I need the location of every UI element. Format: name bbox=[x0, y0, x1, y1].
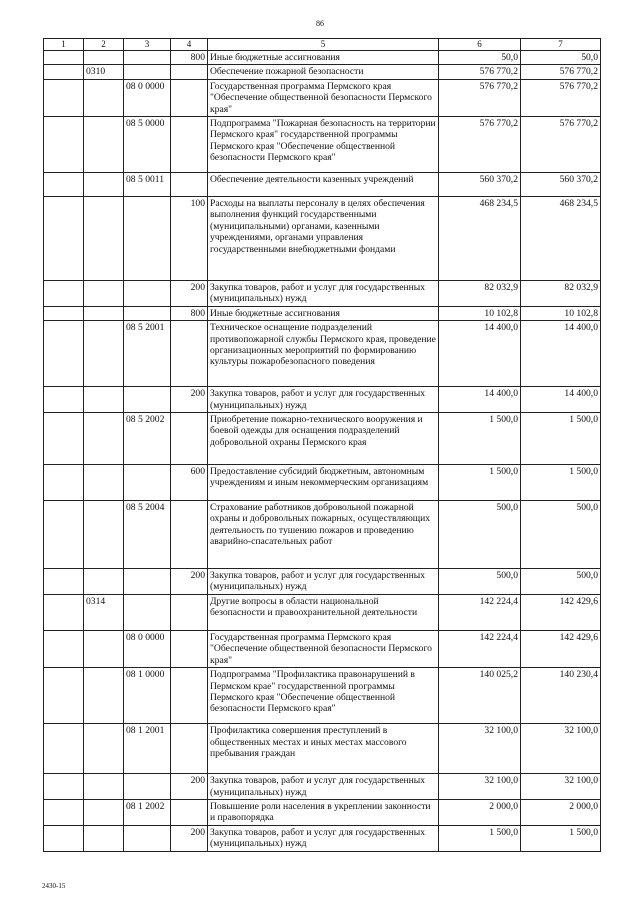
table-row bbox=[44, 668, 601, 724]
table-row bbox=[44, 321, 601, 387]
cell-col2 bbox=[84, 668, 124, 724]
table-row bbox=[44, 306, 601, 320]
cell-col1 bbox=[44, 668, 84, 724]
cell-col7: 1 500,0 bbox=[521, 413, 601, 465]
cell-col5: Закупка товаров, работ и услуг для государственных (муниципальных) нужд bbox=[208, 774, 439, 800]
cell-col5: Иные бюджетные ассигнования bbox=[208, 306, 439, 320]
cell-col4 bbox=[171, 65, 208, 79]
cell-col7: 560 370,2 bbox=[521, 173, 601, 197]
cell-col6: 1 500,0 bbox=[439, 465, 521, 501]
cell-col5: Страхование работников добровольной пожарной охраны и добровольных пожарных, осуществляющих деятельность по тушению пожаров и проведению аварийно-спасательных работ bbox=[208, 501, 439, 569]
cell-col1 bbox=[44, 79, 84, 116]
cell-col4 bbox=[171, 79, 208, 116]
cell-col7: 14 400,0 bbox=[521, 387, 601, 413]
cell-col3: 08 0 0000 bbox=[124, 79, 171, 116]
cell-col1 bbox=[44, 774, 84, 800]
cell-col2 bbox=[84, 569, 124, 595]
cell-col1 bbox=[44, 117, 84, 173]
table-row bbox=[44, 774, 601, 800]
cell-col4 bbox=[171, 321, 208, 387]
cell-col6: 50,0 bbox=[439, 51, 521, 65]
cell-col5: Обеспечение деятельности казенных учреждений bbox=[208, 173, 439, 197]
cell-col4: 200 bbox=[171, 825, 208, 851]
cell-col6: 142 224,4 bbox=[439, 630, 521, 667]
table-row bbox=[44, 799, 601, 825]
cell-col6: 32 100,0 bbox=[439, 724, 521, 774]
cell-col7: 500,0 bbox=[521, 501, 601, 569]
cell-col4: 800 bbox=[171, 51, 208, 65]
table-row bbox=[44, 65, 601, 79]
cell-col2 bbox=[84, 799, 124, 825]
table-row bbox=[44, 281, 601, 307]
cell-col3 bbox=[124, 197, 171, 281]
cell-col6: 14 400,0 bbox=[439, 321, 521, 387]
cell-col7: 576 770,2 bbox=[521, 65, 601, 79]
cell-col3: 08 1 2001 bbox=[124, 724, 171, 774]
table-row bbox=[44, 630, 601, 667]
cell-col2 bbox=[84, 387, 124, 413]
header-cell-1: 1 bbox=[44, 39, 84, 51]
cell-col3: 08 0 0000 bbox=[124, 630, 171, 667]
cell-col6: 500,0 bbox=[439, 569, 521, 595]
cell-col7: 140 230,4 bbox=[521, 668, 601, 724]
cell-col1 bbox=[44, 799, 84, 825]
table-row bbox=[44, 79, 601, 116]
cell-col2: 0310 bbox=[84, 65, 124, 79]
table-row bbox=[44, 413, 601, 465]
cell-col6: 14 400,0 bbox=[439, 387, 521, 413]
cell-col3 bbox=[124, 387, 171, 413]
cell-col5: Профилактика совершения преступлений в общественных местах и иных местах массового пребывания граждан bbox=[208, 724, 439, 774]
table-row bbox=[44, 197, 601, 281]
cell-col4: 800 bbox=[171, 306, 208, 320]
cell-col5: Государственная программа Пермского края "Обеспечение общественной безопасности Пермского края" bbox=[208, 630, 439, 667]
cell-col7: 142 429,6 bbox=[521, 630, 601, 667]
cell-col7: 14 400,0 bbox=[521, 321, 601, 387]
cell-col4: 200 bbox=[171, 569, 208, 595]
cell-col6: 10 102,8 bbox=[439, 306, 521, 320]
cell-col1 bbox=[44, 825, 84, 851]
cell-col3 bbox=[124, 306, 171, 320]
cell-col2 bbox=[84, 306, 124, 320]
cell-col4: 600 bbox=[171, 465, 208, 501]
cell-col2 bbox=[84, 724, 124, 774]
cell-col7: 576 770,2 bbox=[521, 117, 601, 173]
cell-col1 bbox=[44, 501, 84, 569]
cell-col4: 200 bbox=[171, 387, 208, 413]
cell-col2 bbox=[84, 630, 124, 667]
table-row bbox=[44, 594, 601, 630]
cell-col4 bbox=[171, 413, 208, 465]
cell-col1 bbox=[44, 630, 84, 667]
cell-col4: 200 bbox=[171, 281, 208, 307]
cell-col5: Закупка товаров, работ и услуг для государственных (муниципальных) нужд bbox=[208, 387, 439, 413]
cell-col4 bbox=[171, 724, 208, 774]
cell-col4 bbox=[171, 117, 208, 173]
cell-col2 bbox=[84, 79, 124, 116]
cell-col3: 08 5 0011 bbox=[124, 173, 171, 197]
cell-col3: 08 5 2001 bbox=[124, 321, 171, 387]
cell-col6: 576 770,2 bbox=[439, 117, 521, 173]
table-row bbox=[44, 173, 601, 197]
cell-col7: 1 500,0 bbox=[521, 465, 601, 501]
cell-col4: 200 bbox=[171, 774, 208, 800]
cell-col1 bbox=[44, 197, 84, 281]
header-cell-6: 6 bbox=[439, 39, 521, 51]
header-cell-4: 4 bbox=[171, 39, 208, 51]
cell-col3 bbox=[124, 594, 171, 630]
cell-col1 bbox=[44, 465, 84, 501]
cell-col4 bbox=[171, 630, 208, 667]
cell-col3 bbox=[124, 465, 171, 501]
cell-col5: Государственная программа Пермского края "Обеспечение общественной безопасности Пермского края" bbox=[208, 79, 439, 116]
cell-col1 bbox=[44, 413, 84, 465]
table-row bbox=[44, 465, 601, 501]
cell-col6: 1 500,0 bbox=[439, 825, 521, 851]
cell-col2 bbox=[84, 321, 124, 387]
cell-col6: 32 100,0 bbox=[439, 774, 521, 800]
cell-col5: Закупка товаров, работ и услуг для государственных (муниципальных) нужд bbox=[208, 569, 439, 595]
cell-col4 bbox=[171, 173, 208, 197]
cell-col5: Повышение роли населения в укреплении законности и правопорядка bbox=[208, 799, 439, 825]
cell-col3 bbox=[124, 281, 171, 307]
cell-col1 bbox=[44, 724, 84, 774]
cell-col7: 32 100,0 bbox=[521, 724, 601, 774]
cell-col7: 576 770,2 bbox=[521, 79, 601, 116]
cell-col3 bbox=[124, 774, 171, 800]
cell-col2 bbox=[84, 173, 124, 197]
cell-col1 bbox=[44, 569, 84, 595]
header-cell-5: 5 bbox=[208, 39, 439, 51]
cell-col5: Подпрограмма "Профилактика правонарушений в Пермском крае" государственной программы Пермского края "Обеспечение общественной безопасности Пермского края" bbox=[208, 668, 439, 724]
header-cell-3: 3 bbox=[124, 39, 171, 51]
cell-col6: 576 770,2 bbox=[439, 65, 521, 79]
cell-col2 bbox=[84, 774, 124, 800]
cell-col1 bbox=[44, 281, 84, 307]
cell-col6: 560 370,2 bbox=[439, 173, 521, 197]
cell-col3: 08 5 0000 bbox=[124, 117, 171, 173]
table-row bbox=[44, 569, 601, 595]
cell-col3 bbox=[124, 825, 171, 851]
cell-col3 bbox=[124, 569, 171, 595]
cell-col4 bbox=[171, 668, 208, 724]
cell-col1 bbox=[44, 387, 84, 413]
table-row bbox=[44, 825, 601, 851]
cell-col2 bbox=[84, 413, 124, 465]
cell-col1 bbox=[44, 173, 84, 197]
cell-col5: Подпрограмма "Пожарная безопасность на территории Пермского края" государственной программы Пермского края "Обеспечение общественной безопасности Пермского края" bbox=[208, 117, 439, 173]
cell-col5: Иные бюджетные ассигнования bbox=[208, 51, 439, 65]
cell-col4 bbox=[171, 594, 208, 630]
cell-col7: 468 234,5 bbox=[521, 197, 601, 281]
cell-col6: 500,0 bbox=[439, 501, 521, 569]
cell-col3: 08 5 2004 bbox=[124, 501, 171, 569]
cell-col6: 142 224,4 bbox=[439, 594, 521, 630]
cell-col6: 468 234,5 bbox=[439, 197, 521, 281]
cell-col7: 10 102,8 bbox=[521, 306, 601, 320]
cell-col2 bbox=[84, 51, 124, 65]
table-row bbox=[44, 117, 601, 173]
cell-col5: Обеспечение пожарной безопасности bbox=[208, 65, 439, 79]
footer-code: 2430-15 bbox=[42, 882, 66, 890]
cell-col5: Приобретение пожарно-технического вооружения и боевой одежды для оснащения подразделений добровольной охраны Пермского края bbox=[208, 413, 439, 465]
cell-col6: 140 025,2 bbox=[439, 668, 521, 724]
cell-col4 bbox=[171, 501, 208, 569]
cell-col7: 500,0 bbox=[521, 569, 601, 595]
budget-table bbox=[43, 38, 601, 852]
cell-col5: Закупка товаров, работ и услуг для государственных (муниципальных) нужд bbox=[208, 281, 439, 307]
cell-col6: 82 032,9 bbox=[439, 281, 521, 307]
cell-col7: 82 032,9 bbox=[521, 281, 601, 307]
cell-col4: 100 bbox=[171, 197, 208, 281]
cell-col2 bbox=[84, 197, 124, 281]
cell-col7: 142 429,6 bbox=[521, 594, 601, 630]
cell-col1 bbox=[44, 321, 84, 387]
cell-col6: 576 770,2 bbox=[439, 79, 521, 116]
header-cell-7: 7 bbox=[521, 39, 601, 51]
cell-col2 bbox=[84, 281, 124, 307]
cell-col1 bbox=[44, 51, 84, 65]
cell-col1 bbox=[44, 306, 84, 320]
cell-col7: 2 000,0 bbox=[521, 799, 601, 825]
cell-col2 bbox=[84, 465, 124, 501]
table-row bbox=[44, 387, 601, 413]
cell-col7: 50,0 bbox=[521, 51, 601, 65]
header-cell-2: 2 bbox=[84, 39, 124, 51]
cell-col2: 0314 bbox=[84, 594, 124, 630]
cell-col1 bbox=[44, 594, 84, 630]
cell-col5: Предоставление субсидий бюджетным, автономным учреждениям и иным некоммерческим организациям bbox=[208, 465, 439, 501]
cell-col3 bbox=[124, 65, 171, 79]
cell-col2 bbox=[84, 825, 124, 851]
cell-col5: Закупка товаров, работ и услуг для государственных (муниципальных) нужд bbox=[208, 825, 439, 851]
cell-col2 bbox=[84, 117, 124, 173]
cell-col3: 08 1 0000 bbox=[124, 668, 171, 724]
cell-col3: 08 5 2002 bbox=[124, 413, 171, 465]
cell-col5: Расходы на выплаты персоналу в целях обеспечения выполнения функций государственными (муниципальными) органами, казенными учреждениями, органами управления государственными внебюджетными фондами bbox=[208, 197, 439, 281]
table-row bbox=[44, 501, 601, 569]
cell-col6: 2 000,0 bbox=[439, 799, 521, 825]
cell-col4 bbox=[171, 799, 208, 825]
cell-col3: 08 1 2002 bbox=[124, 799, 171, 825]
cell-col7: 1 500,0 bbox=[521, 825, 601, 851]
cell-col3 bbox=[124, 51, 171, 65]
cell-col5: Техническое оснащение подразделений противопожарной службы Пермского края, проведение организационных мероприятий по формированию культуры пожаробезопасного поведения bbox=[208, 321, 439, 387]
cell-col1 bbox=[44, 65, 84, 79]
table-row bbox=[44, 51, 601, 65]
table-row bbox=[44, 724, 601, 774]
page-number: 86 bbox=[316, 19, 324, 28]
cell-col5: Другие вопросы в области национальной безопасности и правоохранительной деятельности bbox=[208, 594, 439, 630]
header-row bbox=[44, 39, 601, 51]
table-body bbox=[44, 51, 601, 852]
cell-col2 bbox=[84, 501, 124, 569]
cell-col7: 32 100,0 bbox=[521, 774, 601, 800]
cell-col6: 1 500,0 bbox=[439, 413, 521, 465]
